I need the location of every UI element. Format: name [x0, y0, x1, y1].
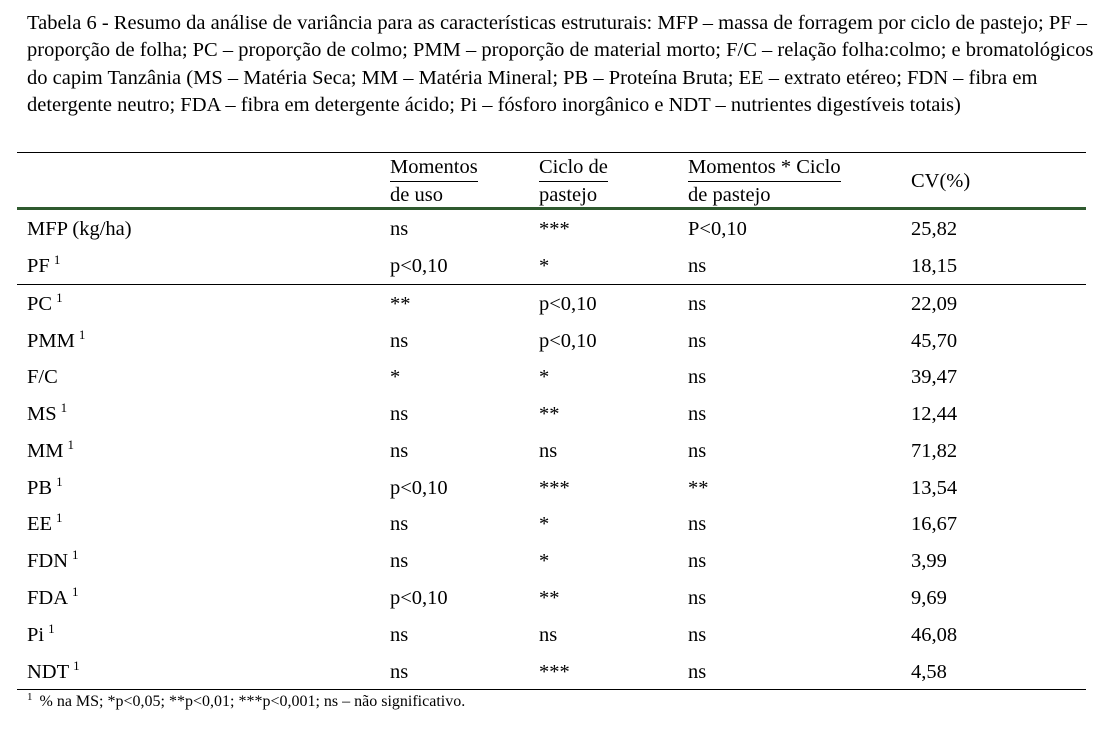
cell-c3: ns [688, 330, 707, 352]
row-label [27, 585, 79, 613]
cell-c2: p<0,10 [539, 330, 597, 352]
cell-c1: ns [390, 624, 409, 646]
header-cv-label: CV(%) [911, 170, 971, 192]
cell-c3: P<0,10 [688, 218, 747, 240]
cell-c2: ** [539, 587, 560, 609]
cell-cv: 13,54 [911, 477, 958, 499]
cell-c1: ns [390, 550, 409, 572]
cell-cv: 25,82 [911, 218, 958, 240]
cell-c2: ** [539, 403, 560, 425]
footnote-text: % na MS; *p<0,05; **p<0,01; ***p<0,001; ns – não significativo. [35, 693, 466, 710]
cell-c2: ns [539, 440, 558, 462]
row-label [27, 328, 85, 356]
table-caption-text: Resumo da análise de variância para as características estruturais: MFP – massa de forragem por ciclo de pastejo; PF – proporção de folha; PC – proporção de colmo; PMM – proporção de material morto; F/C – relação folha:colmo; e bromatológicos do capim Tanzânia (MS – Matéria Seca; MM – Matéria Mineral; PB – Proteína Bruta; EE – extrato etéreo; FDN – fibra em detergente neutro; FDA – fibra em detergente ácido; Pi – fósforo inorgânico e NDT – nutrientes digestíveis totais) [27, 12, 1094, 117]
row-label [27, 548, 79, 576]
cell-c2: ns [539, 624, 558, 646]
header-interacao-line1: Momentos * Ciclo [688, 154, 841, 182]
header-momentos-de-uso [390, 154, 478, 209]
row-label-footnote-marker: 1 [56, 510, 63, 525]
cell-cv: 46,08 [911, 624, 958, 646]
cell-c3: ns [688, 661, 707, 683]
cell-c1: ns [390, 661, 409, 683]
cell-cv: 71,82 [911, 440, 958, 462]
cell-c3: ns [688, 624, 707, 646]
row-label-footnote-marker: 1 [48, 621, 55, 636]
row-label-text: FDN [27, 550, 69, 572]
row-label-text: PC [27, 293, 53, 315]
cell-c1: * [390, 366, 401, 388]
cell-c3: ns [688, 366, 707, 388]
row-label [27, 291, 63, 319]
footnote-marker: 1 [27, 691, 33, 703]
cell-c1: p<0,10 [390, 587, 448, 609]
row-separator-rule [17, 284, 1086, 285]
row-label-footnote-marker: 1 [73, 658, 80, 673]
row-label [27, 622, 55, 650]
cell-c3: ns [688, 255, 707, 277]
row-label [27, 438, 74, 466]
cell-cv: 9,69 [911, 587, 947, 609]
cell-c1: p<0,10 [390, 255, 448, 277]
header-ciclo-de-pastejo [539, 154, 608, 209]
cell-cv: 22,09 [911, 293, 958, 315]
row-label-footnote-marker: 1 [78, 327, 86, 342]
cell-cv: 12,44 [911, 403, 958, 425]
row-label-text: EE [27, 513, 53, 535]
cell-c3: ns [688, 513, 707, 535]
row-label-footnote-marker: 1 [72, 547, 79, 562]
table-caption [27, 10, 1097, 120]
cell-c3: ns [688, 293, 707, 315]
cell-cv: 4,58 [911, 661, 947, 683]
table-caption-label: Tabela 6 - [27, 12, 109, 34]
cell-c1: ns [390, 403, 409, 425]
row-label-text: MM [27, 440, 64, 462]
row-label [27, 511, 63, 539]
row-label-footnote-marker: 1 [53, 252, 61, 267]
cell-c1: ** [390, 293, 411, 315]
row-label [27, 659, 80, 687]
cell-cv: 39,47 [911, 366, 958, 388]
cell-c2: *** [539, 477, 570, 499]
header-interacao-line2: de pastejo [688, 184, 771, 206]
header-bottom-rule [17, 207, 1086, 210]
row-label [27, 253, 60, 281]
header-momentos-line1: Momentos [390, 154, 478, 182]
cell-c3: ns [688, 550, 707, 572]
row-label-text: FDA [27, 587, 69, 609]
row-label [27, 216, 132, 242]
cell-cv: 45,70 [911, 330, 958, 352]
row-label-footnote-marker: 1 [56, 474, 63, 489]
cell-c1: ns [390, 513, 409, 535]
row-label [27, 401, 67, 429]
row-label-text: PMM [27, 330, 75, 352]
table-top-rule [17, 152, 1086, 153]
row-label-footnote-marker: 1 [67, 437, 74, 452]
cell-c1: ns [390, 218, 409, 240]
row-label-text: F/C [27, 366, 58, 388]
header-momentos-line2: de uso [390, 184, 443, 206]
row-label-text: PF [27, 255, 50, 277]
header-ciclo-line1: Ciclo de [539, 154, 608, 182]
cell-c1: ns [390, 330, 409, 352]
cell-c3: ** [688, 477, 709, 499]
cell-c3: ns [688, 403, 707, 425]
cell-cv: 18,15 [911, 255, 958, 277]
row-label-text: MFP (kg/ha) [27, 218, 132, 240]
row-label-text: PB [27, 477, 53, 499]
header-ciclo-line2: pastejo [539, 184, 598, 206]
cell-c1: p<0,10 [390, 477, 448, 499]
cell-c2: * [539, 550, 550, 572]
cell-c2: *** [539, 218, 570, 240]
row-label-text: MS [27, 403, 57, 425]
row-label [27, 364, 58, 390]
cell-c2: p<0,10 [539, 293, 597, 315]
cell-c2: * [539, 366, 550, 388]
table-bottom-rule [17, 689, 1086, 690]
cell-cv: 16,67 [911, 513, 958, 535]
cell-c2: * [539, 513, 550, 535]
header-cv [911, 168, 970, 195]
table-footnote [27, 692, 465, 713]
cell-c2: *** [539, 661, 570, 683]
row-label-text: NDT [27, 661, 70, 683]
cell-c2: * [539, 255, 550, 277]
header-interacao [688, 154, 841, 209]
row-label-text: Pi [27, 624, 45, 646]
cell-c3: ns [688, 587, 707, 609]
row-label-footnote-marker: 1 [60, 400, 68, 415]
cell-cv: 3,99 [911, 550, 947, 572]
cell-c3: ns [688, 440, 707, 462]
row-label [27, 475, 63, 503]
row-label-footnote-marker: 1 [56, 290, 63, 305]
cell-c1: ns [390, 440, 409, 462]
row-label-footnote-marker: 1 [72, 584, 79, 599]
